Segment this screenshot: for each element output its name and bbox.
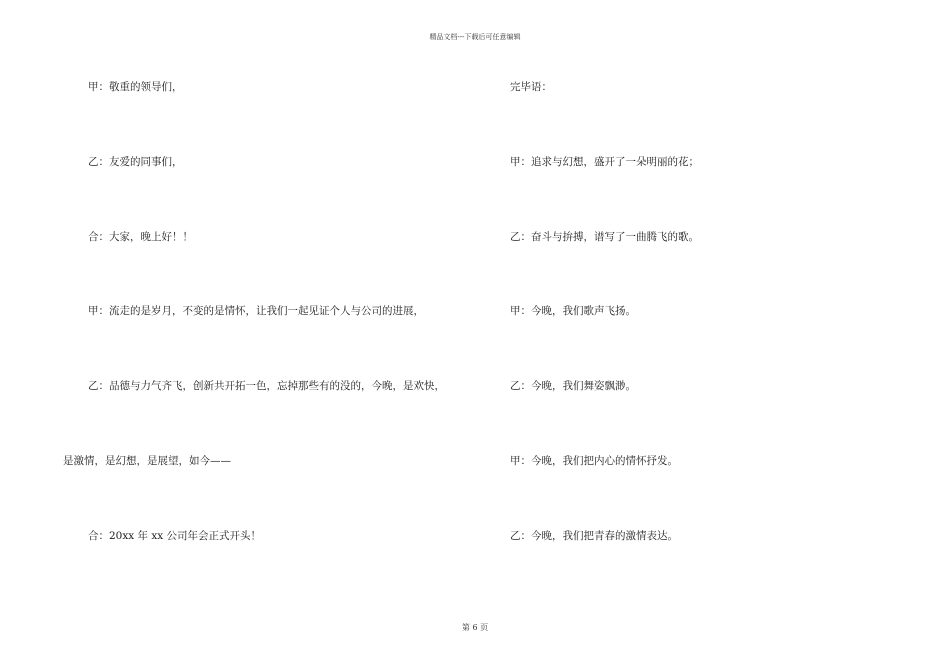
text-line: 乙：品德与力气齐飞，创新共开拓一色，忘掉那些有的没的，今晚，是欢快， (88, 380, 445, 392)
text-line: 乙：奋斗与拚搏，谱写了一曲腾飞的歌。 (510, 231, 699, 243)
text-line: 甲：追求与幻想，盛开了一朵明丽的花； (510, 156, 699, 168)
text-line: 乙：友爱的同事们， (88, 156, 183, 168)
text-line: 甲：流走的是岁月，不变的是情怀，让我们一起见证个人与公司的进展， (88, 305, 424, 317)
text-line: 甲：今晚，我们歌声飞扬。 (510, 305, 636, 317)
text-line: 完毕语： (510, 81, 552, 93)
text-line: 乙：今晚，我们舞姿飘渺。 (510, 380, 636, 392)
text-line: 乙：今晚，我们把青春的激情表达。 (510, 530, 678, 542)
text-line: 甲：敬重的领导们， (88, 81, 183, 93)
page-header: 精品文档---下载后可任意编辑 (429, 33, 521, 41)
page-number: 第 6 页 (461, 623, 489, 632)
text-line: 是激情，是幻想，是展望，如今—— (63, 455, 231, 467)
text-line: 甲：今晚，我们把内心的情怀抒发。 (510, 455, 678, 467)
text-line: 合：大家，晚上好！！ (88, 231, 193, 243)
text-line: 合：20xx 年 xx 公司年会正式开头！ (88, 530, 262, 542)
